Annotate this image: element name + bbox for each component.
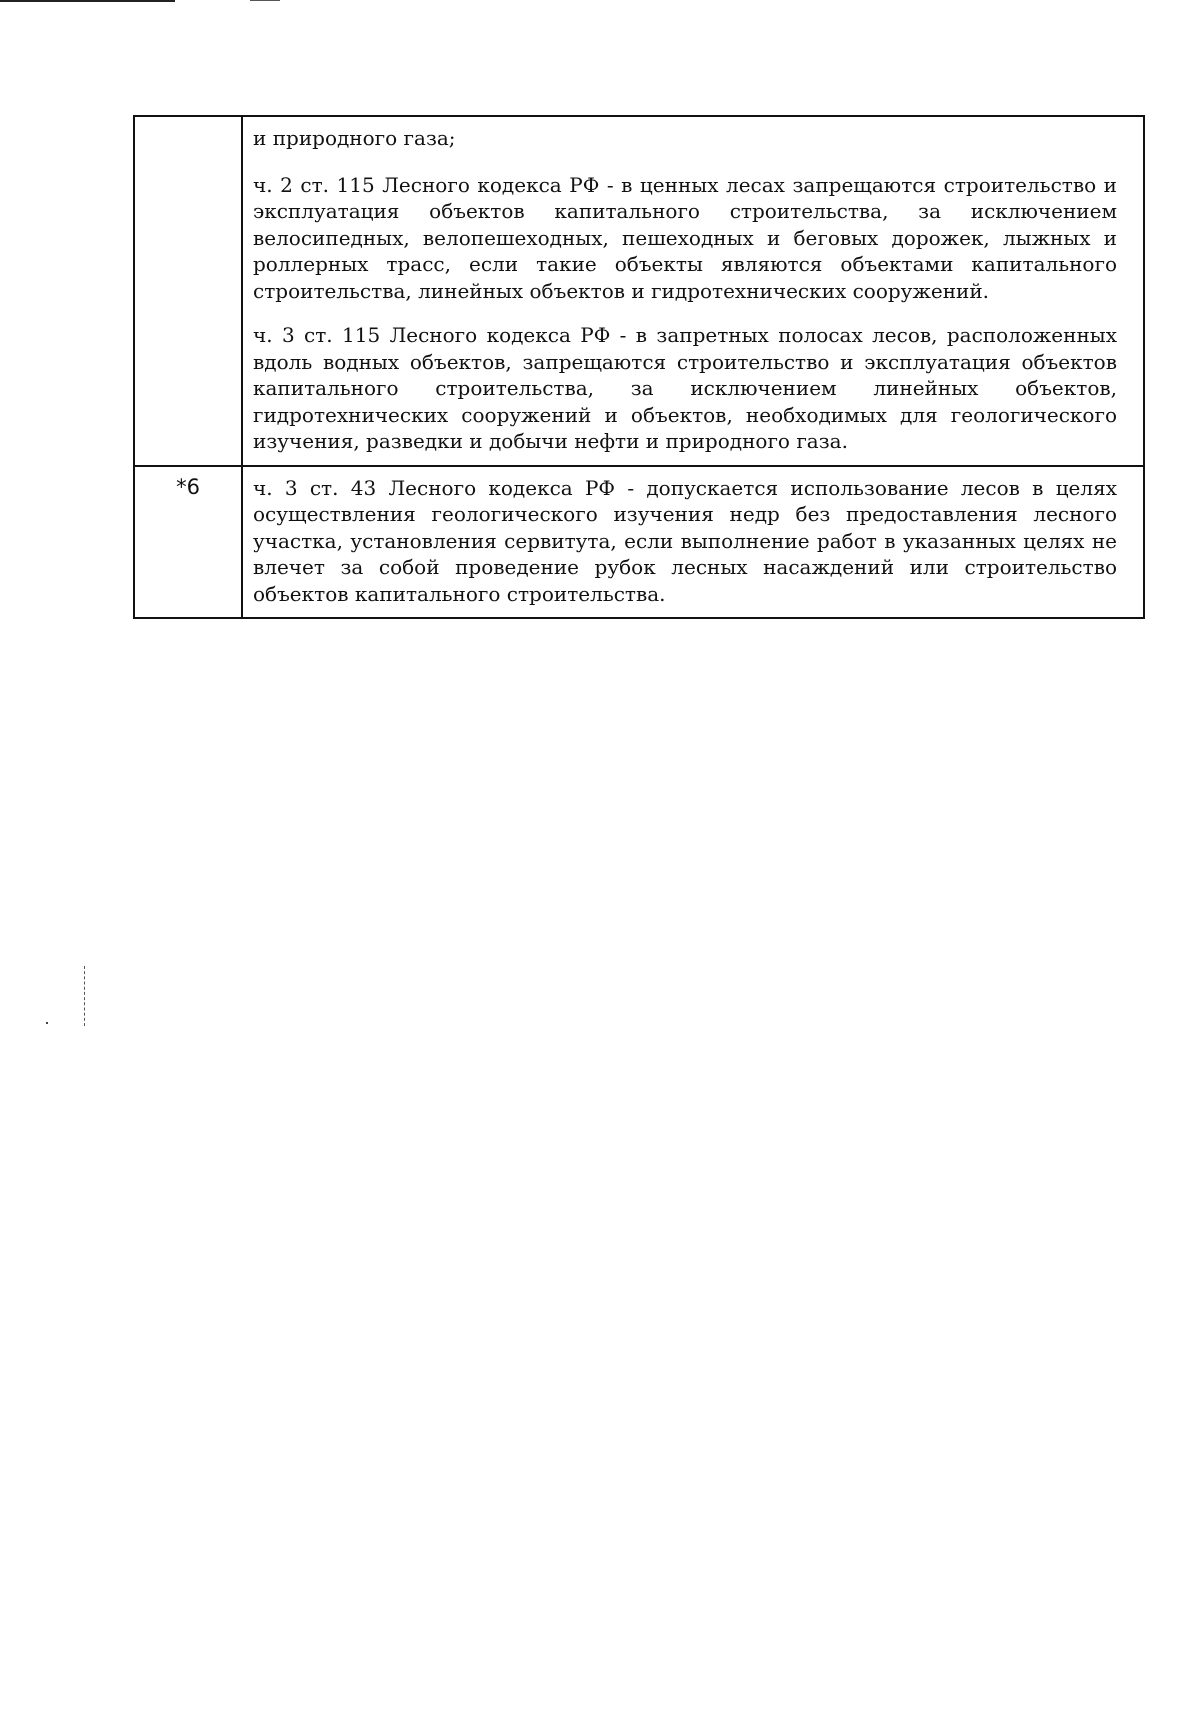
paragraph-continuation: и природного газа; xyxy=(253,126,456,150)
row-number-cell xyxy=(134,116,242,466)
scan-edge-mark-small xyxy=(250,0,280,1)
scan-margin-mark xyxy=(84,966,87,1026)
table-row xyxy=(134,466,1144,619)
scan-dot-mark xyxy=(46,1022,48,1024)
paragraph-art115-part3: ч. 3 ст. 115 Лесного кодекса РФ - в запретных полосах лесов, расположенных вдоль водных объектов, запрещаются строительство и эксплуатация объектов капитального строительства, за исключением линейных объектов, гидротехнических сооружений и объектов, необходимых для геологического изучения, разведки и добычи нефти и природного газа. xyxy=(253,323,1117,453)
paragraph-art115-part2: ч. 2 ст. 115 Лесного кодекса РФ - в ценных лесах запрещаются строительство и эксплуатация объектов капитального строительства, за исключением велосипедных, велопешеходных, пешеходных и беговых дорожек, лыжных и роллерных трасс, если такие объекты являются объектами капитального строительства, линейных объектов и гидротехнических сооружений. xyxy=(253,172,1117,303)
legal-provisions-table xyxy=(133,115,1145,619)
scan-edge-mark xyxy=(0,0,175,2)
paragraph-art43-part3: ч. 3 ст. 43 Лесного кодекса РФ - допускается использование лесов в целях осуществления геологического изучения недр без предоставления лесного участка, установления сервитута, если выполнение работ в указанных целях не влечет за собой проведение рубок лесных насаждений или строительство объектов капитального строительства. xyxy=(253,475,1117,606)
row-text-cell xyxy=(242,116,1144,466)
row-number-cell: *6 xyxy=(134,466,242,619)
table-row xyxy=(134,116,1144,466)
row-text-cell xyxy=(242,466,1144,619)
